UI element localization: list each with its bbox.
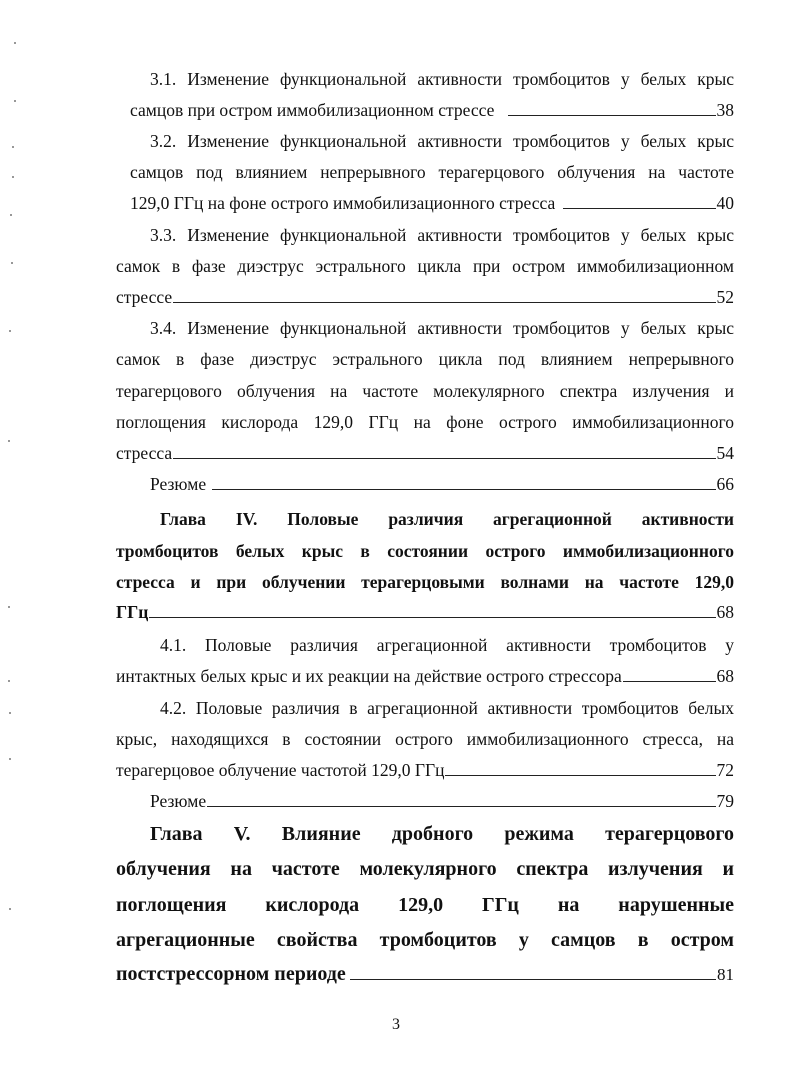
dot-leader [207, 792, 715, 807]
toc-entry-3-2-line: 3.2. Изменение функциональной активности тромбоцитов у белых крыс [150, 131, 734, 151]
toc-chapter-4-line: тромбоцитов белых крыс в состоянии острого иммобилизационного [116, 541, 734, 561]
toc-chapter-4-page: 68 [716, 602, 734, 622]
toc-entry-3-4-leader [116, 442, 734, 464]
toc-entry-3-4-line: 3.4. Изменение функциональной активности тромбоцитов у белых крыс [150, 318, 734, 338]
scan-speck [14, 100, 16, 102]
toc-entry-3-2-leader [130, 192, 734, 214]
scan-speck [8, 606, 10, 608]
toc-entry-3-4-line: поглощения кислорода 129,0 ГГц на фоне острого иммобилизационного [116, 412, 734, 432]
toc-entry-4-1-text: интактных белых крыс и их реакции на действие острого стрессора [116, 666, 622, 686]
toc-entry-resume-3-page: 66 [716, 474, 734, 494]
toc-chapter-4-text: ГГц [116, 602, 149, 622]
toc-entry-4-1-line: 4.1. Половые различия агрегационной активности тромбоцитов у [160, 635, 734, 655]
toc-entry-resume-3 [116, 473, 734, 495]
toc-entry-resume-3-text: Резюме [150, 474, 207, 494]
toc-entry-3-3-line: 3.3. Изменение функциональной активности тромбоцитов у белых крыс [150, 225, 734, 245]
toc-chapter-4-line: Глава IV. Половые различия агрегационной активности [160, 509, 734, 529]
toc-entry-4-2-line: 4.2. Половые различия в агрегационной активности тромбоцитов белых [160, 698, 734, 718]
toc-chapter-5-leader [116, 962, 734, 987]
toc-entry-4-2-leader [116, 759, 734, 781]
toc-entry-3-1-line: 3.1. Изменение функциональной активности тромбоцитов у белых крыс [150, 69, 734, 89]
toc-entry-4-2-page: 72 [716, 760, 734, 780]
toc-entry-3-4-line: терагерцового облучения на частоте молекулярного спектра излучения и [116, 381, 734, 401]
scan-speck [8, 680, 10, 682]
scan-speck [8, 440, 10, 442]
dot-leader [445, 761, 715, 776]
dot-leader [149, 603, 715, 618]
toc-entry-resume-4-text: Резюме [150, 791, 207, 811]
toc-entry-3-1-leader [130, 99, 734, 121]
toc-chapter-5-page: 81 [717, 965, 734, 984]
scan-speck [9, 758, 11, 760]
toc-entry-3-3-leader [116, 286, 734, 308]
page-number: 3 [392, 1016, 400, 1033]
toc-entry-3-2-text: 129,0 ГГц на фоне острого иммобилизационного стресса [130, 193, 556, 213]
toc-entry-4-2-text: терагерцовое облучение частотой 129,0 ГГц [116, 760, 445, 780]
toc-entry-4-2-line: крыс, находящихся в состоянии острого иммобилизационного стресса, на [116, 729, 734, 749]
dot-leader [350, 965, 716, 980]
toc-entry-resume-4-page: 79 [716, 791, 734, 811]
scan-speck [9, 330, 11, 332]
dot-leader [212, 475, 715, 490]
scan-speck [12, 176, 14, 178]
scan-speck [11, 262, 13, 264]
scan-speck [12, 146, 14, 148]
toc-entry-resume-4 [116, 790, 734, 812]
toc-entry-4-1-leader [116, 665, 734, 687]
toc-entry-3-4-text: стресса [116, 443, 173, 463]
scan-speck [9, 712, 11, 714]
toc-entry-3-3-line: самок в фазе диэструс эстрального цикла при остром иммобилизационном [116, 256, 734, 276]
dot-leader [173, 444, 715, 459]
toc-entry-3-4-line: самок в фазе диэструс эстрального цикла под влиянием непрерывного [116, 349, 734, 369]
toc-entry-3-3-text: стрессе [116, 287, 173, 307]
toc-chapter-5-line: облучения на частоте молекулярного спектра излучения и [116, 858, 734, 880]
scan-speck [9, 908, 11, 910]
scan-speck [14, 42, 16, 44]
dot-leader [623, 667, 716, 682]
toc-entry-3-4-page: 54 [716, 443, 734, 463]
dot-leader [563, 194, 715, 209]
toc-chapter-5-text: постстрессорном периоде [116, 963, 346, 985]
toc-chapter-4-leader [116, 601, 734, 623]
dot-leader [173, 288, 715, 303]
dot-leader [508, 101, 715, 116]
toc-chapter-5-line: Глава V. Влияние дробного режима терагерцового [150, 823, 734, 845]
toc-entry-3-1-text: самцов при остром иммобилизационном стрессе [130, 100, 495, 120]
toc-entry-3-3-page: 52 [716, 287, 734, 307]
toc-entry-3-2-line: самцов под влиянием непрерывного терагерцового облучения на частоте [130, 162, 734, 182]
toc-entry-4-1-page: 68 [716, 666, 734, 686]
toc-entry-3-2-page: 40 [716, 193, 734, 213]
toc-chapter-5-line: поглощения кислорода 129,0 ГГц на нарушенные [116, 894, 734, 916]
toc-entry-3-1-page: 38 [716, 100, 734, 120]
toc-chapter-5-line: агрегационные свойства тромбоцитов у самцов в остром [116, 929, 734, 951]
scan-speck [10, 214, 12, 216]
toc-chapter-4-line: стресса и при облучении терагерцовыми волнами на частоте 129,0 [116, 572, 734, 592]
